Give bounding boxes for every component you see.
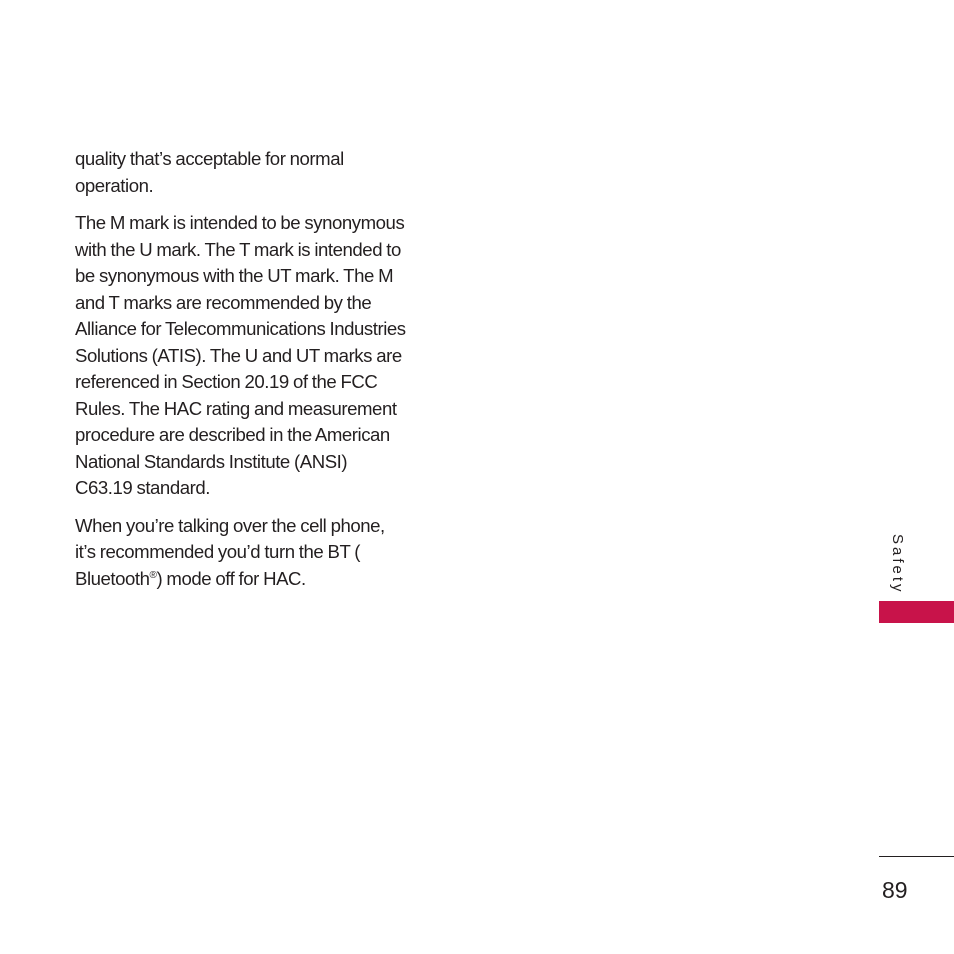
text-line: When you’re talking over the cell phone,	[75, 514, 385, 536]
text-line: quality that’s acceptable for normal	[75, 148, 344, 169]
page-number: 89	[882, 877, 908, 903]
text-line: with the U mark. The T mark is intended to	[75, 238, 401, 260]
section-label-safety: Safety	[889, 534, 906, 595]
paragraph-continuation	[75, 146, 447, 199]
bluetooth-word: Bluetooth	[75, 567, 150, 589]
paragraph-hac-marks	[75, 210, 447, 502]
text-line: and T marks are recommended by the	[75, 291, 372, 313]
registered-mark: ®	[149, 569, 157, 581]
text-line: The M mark is intended to be synonymous	[75, 212, 405, 233]
text-line-tail: ) mode off for HAC.	[156, 567, 306, 589]
text-line-bluetooth	[75, 566, 447, 593]
text-line: it’s recommended you’d turn the BT (	[75, 541, 360, 562]
text-line: Rules. The HAC rating and measurement	[75, 397, 397, 419]
text-line: C63.19 standard.	[75, 477, 210, 498]
footer-divider	[879, 856, 954, 857]
text-line: referenced in Section 20.19 of the FCC	[75, 371, 378, 392]
text-line: Alliance for Telecommunications Industries	[75, 318, 406, 339]
text-line: be synonymous with the UT mark. The M	[75, 265, 394, 286]
text-line: procedure are described in the American	[75, 424, 390, 445]
body-text-column	[75, 146, 447, 603]
paragraph-bluetooth	[75, 513, 447, 593]
text-line: Solutions (ATIS). The U and UT marks are	[75, 344, 402, 366]
text-line: National Standards Institute (ANSI)	[75, 450, 348, 472]
section-tab-marker	[879, 601, 954, 623]
text-line: operation.	[75, 174, 154, 196]
